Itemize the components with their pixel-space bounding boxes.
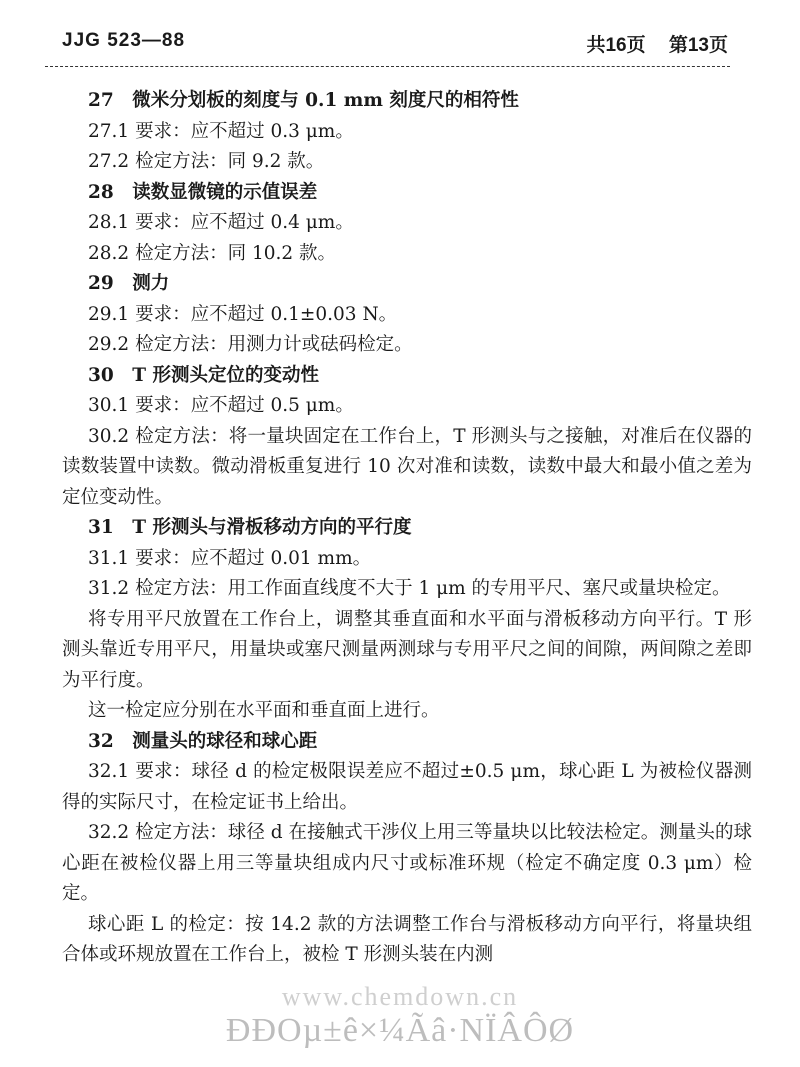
clause-32-2-center-distance: 球心距 L 的检定：按 14.2 款的方法调整工作台与滑板移动方向平行，将量块组合体或环规放置在工作台上，被检 T 形测头装在内测 — [62, 913, 752, 965]
clause-28-2: 28.2 检定方法：同 10.2 款。 — [88, 242, 337, 264]
watermark-garbled: ÐÐOµ±ê×¼Ãâ·NÏÂÔØ — [225, 1012, 575, 1049]
clause-27-title: 27 微米分划板的刻度与 0.1 mm 刻度尺的相符性 — [88, 90, 519, 111]
clause-32-1: 32.1 要求：球径 d 的检定极限误差应不超过±0.5 μm，球心距 L 为被检仪器测得的实际尺寸，在检定证书上给出。 — [62, 761, 752, 813]
clause-30-2: 30.2 检定方法：将一量块固定在工作台上，T 形测头与之接触，对准后在仪器的读数装置中读数。微动滑板重复进行 10 次对准和读数，读数中最大和最小值之差为定位变动性。 — [62, 425, 752, 508]
clause-31-2: 31.2 检定方法：用工作面直线度不大于 1 μm 的专用平尺、塞尺或量块检定。 — [88, 578, 731, 599]
total-pages: 共16页 — [586, 35, 646, 56]
page-count — [568, 30, 728, 57]
clause-29-title: 29 测力 — [88, 273, 170, 294]
standard-number: JJG 523—88 — [62, 30, 186, 51]
clause-30-title: 30 T 形测头定位的变动性 — [88, 364, 319, 386]
clause-31-title: 31 T 形测头与滑板移动方向的平行度 — [88, 517, 412, 538]
current-page: 第13页 — [668, 35, 728, 56]
clause-31-1: 31.1 要求：应不超过 0.01 mm。 — [88, 547, 372, 569]
clause-27-2: 27.2 检定方法：同 9.2 款。 — [88, 151, 325, 172]
clause-30-1: 30.1 要求：应不超过 0.5 μm。 — [88, 395, 354, 416]
watermark-site: www.chemdown.cn — [281, 982, 519, 1011]
clause-27-1: 27.1 要求：应不超过 0.3 μm。 — [88, 120, 354, 142]
clause-31-2-note: 这一检定应分别在水平面和垂直面上进行。 — [88, 700, 440, 721]
page-header — [62, 26, 738, 60]
clause-28-1: 28.1 要求：应不超过 0.4 μm。 — [88, 212, 354, 233]
clause-28-title: 28 读数显微镜的示值误差 — [88, 181, 318, 203]
header-divider — [45, 66, 730, 67]
clause-32-title: 32 测量头的球径和球心距 — [88, 730, 318, 752]
clause-29-1: 29.1 要求：应不超过 0.1±0.03 N。 — [88, 303, 398, 325]
clause-29-2: 29.2 检定方法：用测力计或砝码检定。 — [88, 334, 413, 355]
clause-31-2-method: 将专用平尺放置在工作台上，调整其垂直面和水平面与滑板移动方向平行。T 形测头靠近专用平尺，用量块或塞尺测量两测球与专用平尺之间的间隙，两间隙之差即为平行度。 — [62, 608, 752, 691]
document-body — [62, 86, 752, 971]
clause-32-2: 32.2 检定方法：球径 d 在接触式干涉仪上用三等量块以比较法检定。测量头的球心距在被检仪器上用三等量块组成内尺寸或标准环规（检定不确定度 0.3 μm）检定。 — [62, 822, 752, 904]
